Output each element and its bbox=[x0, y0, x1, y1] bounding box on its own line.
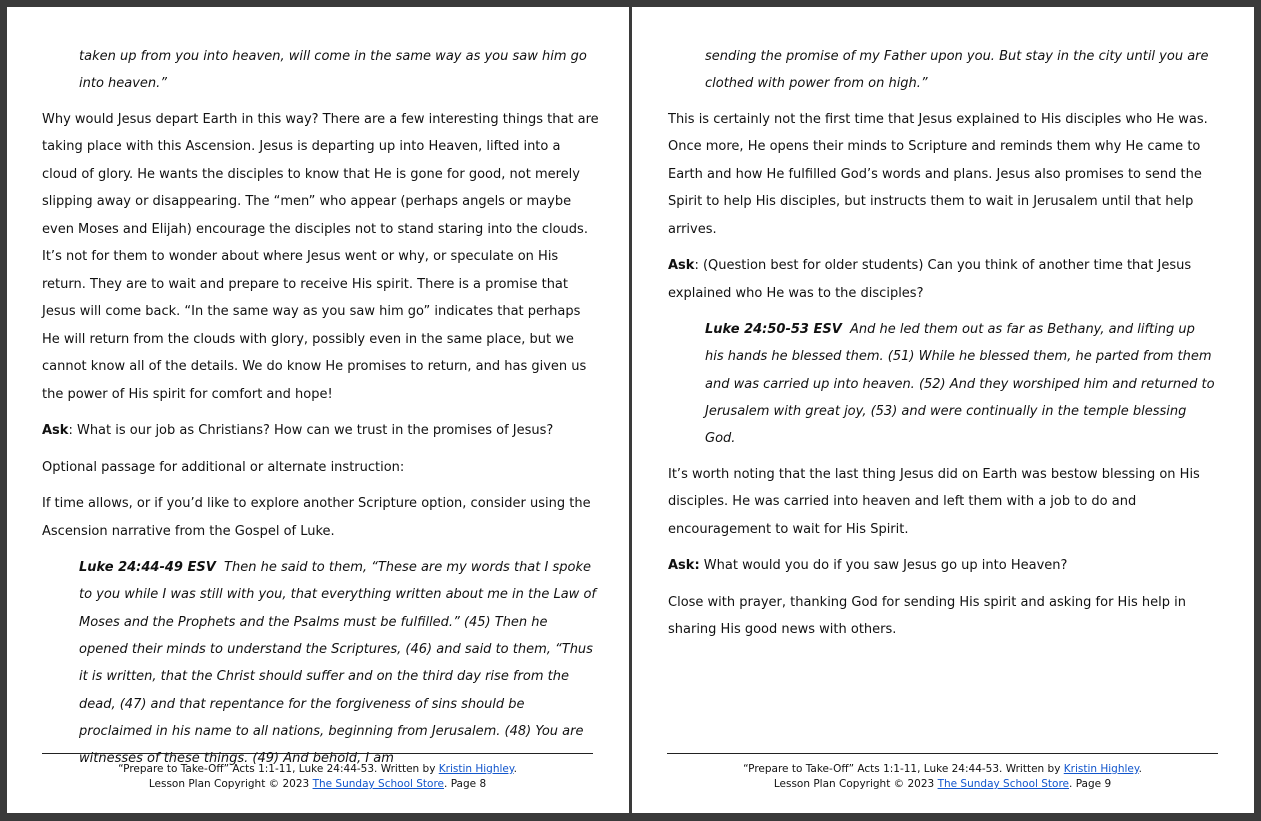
page-footer bbox=[42, 753, 593, 792]
ask-text: What would you do if you saw Jesus go up into Heaven? bbox=[699, 558, 1068, 574]
ask-label: Ask bbox=[668, 258, 695, 274]
quote-text: sending the promise of my Father upon you. But stay in the city until you are clothed with power from on high.” bbox=[705, 49, 1209, 92]
document-page-left bbox=[7, 7, 629, 813]
scripture-text: And he led them out as far as Bethany, and lifting up his hands he blessed them. (51) While he blessed them, he parted from them and was carried up into heaven. (52) And they worshiped him and returned to Jerusalem with great joy, (53) and were continually in the temple blessing God. bbox=[705, 322, 1215, 447]
page-content bbox=[668, 43, 1217, 653]
scripture-quote bbox=[668, 316, 1217, 452]
scripture-reference: Luke 24:50-53 ESV bbox=[705, 322, 842, 338]
footer-copyright: Lesson Plan Copyright © 2023 bbox=[148, 778, 313, 790]
ask-paragraph bbox=[668, 252, 1217, 307]
footer-line-1 bbox=[667, 762, 1218, 777]
footer-line-2 bbox=[42, 777, 593, 792]
ask-paragraph bbox=[42, 417, 599, 445]
footer-title: “Prepare to Take-Off” Acts 1:1-11, Luke 24:44-53. Written by bbox=[743, 763, 1064, 775]
footer-line-2 bbox=[667, 777, 1218, 792]
page-number: . Page 9 bbox=[1069, 778, 1112, 790]
footer-copyright: Lesson Plan Copyright © 2023 bbox=[773, 778, 938, 790]
ask-label: Ask bbox=[42, 423, 69, 439]
page-footer bbox=[667, 753, 1218, 792]
footer-title: “Prepare to Take-Off” Acts 1:1-11, Luke 24:44-53. Written by bbox=[118, 763, 439, 775]
scripture-reference: Luke 24:44-49 ESV bbox=[79, 560, 216, 576]
store-link[interactable]: The Sunday School Store bbox=[312, 778, 445, 790]
store-link[interactable]: The Sunday School Store bbox=[937, 778, 1070, 790]
page-content bbox=[42, 43, 599, 780]
body-paragraph: It’s worth noting that the last thing Jesus did on Earth was bestow blessing on His disciples. He was carried into heaven and left them with a job to do and encouragement to wait for His Spirit. bbox=[668, 466, 1200, 537]
ask-paragraph bbox=[668, 552, 1217, 580]
author-link[interactable]: Kristin Highley bbox=[438, 763, 514, 775]
scripture-quote-continuation bbox=[668, 43, 1217, 98]
footer-punct: . bbox=[1138, 763, 1142, 775]
footer-line-1 bbox=[42, 762, 593, 777]
document-page-right bbox=[632, 7, 1254, 813]
ask-text: : (Question best for older students) Can you think of another time that Jesus explained who He was to the disciples? bbox=[668, 258, 1192, 301]
optional-heading: Optional passage for additional or alternate instruction: bbox=[42, 459, 405, 475]
author-link[interactable]: Kristin Highley bbox=[1063, 763, 1139, 775]
scripture-text: Then he said to them, “These are my words that I spoke to you while I was still with you, that everything written about me in the Law of Moses and the Prophets and the Psalms must be fulfilled.” (45) Then he opened their minds to understand the Scriptures, (46) and said to them, “Thus it is written, that the Christ should suffer and on the third day rise from the dead, (47) and that repentance for the forgiveness of sins should be proclaimed in his name to all nations, beginning from Jerusalem. (48) You are witnesses of these things. (49) And behold, I am bbox=[79, 560, 596, 767]
closing-paragraph: Close with prayer, thanking God for sending His spirit and asking for His help in sharing His good news with others. bbox=[668, 594, 1186, 638]
scripture-quote-continuation bbox=[42, 43, 599, 98]
quote-text: taken up from you into heaven, will come in the same way as you saw him go into heaven.” bbox=[79, 49, 587, 92]
page-number: . Page 8 bbox=[444, 778, 487, 790]
ask-text: : What is our job as Christians? How can we trust in the promises of Jesus? bbox=[68, 423, 554, 439]
scripture-quote bbox=[42, 554, 599, 772]
body-paragraph: If time allows, or if you’d like to explore another Scripture option, consider using the Ascension narrative from the Gospel of Luke. bbox=[42, 496, 591, 539]
body-paragraph: This is certainly not the first time that Jesus explained to His disciples who He was. Once more, He opens their minds to Scripture and reminds them why He came to Earth and how He fulfilled God’s words and plans. Jesus also promises to send the Spirit to help His disciples, but instructs them to wait in Jerusalem until that help arrives. bbox=[668, 111, 1208, 237]
footer-punct: . bbox=[513, 763, 517, 775]
ask-label: Ask: bbox=[668, 558, 700, 574]
body-paragraph: Why would Jesus depart Earth in this way? There are a few interesting things that are taking place with this Ascension. Jesus is departing up into Heaven, lifted into a cloud of glory. He wants the disciples to know that He is gone for good, not merely slipping away or disappearing. The “men” who appear (perhaps angels or maybe even Moses and Elijah) encourage the disciples not to stand staring into the clouds. It’s not for them to wonder about where Jesus went or why, or speculate on His return. They are to wait and prepare to receive His spirit. There is a promise that Jesus will come back. “In the same way as you saw him go” indicates that perhaps He will return from the clouds with glory, possibly even in the same place, but we cannot know all of the details. We do know He promises to return, and has given us the power of His spirit for comfort and hope! bbox=[42, 111, 599, 402]
